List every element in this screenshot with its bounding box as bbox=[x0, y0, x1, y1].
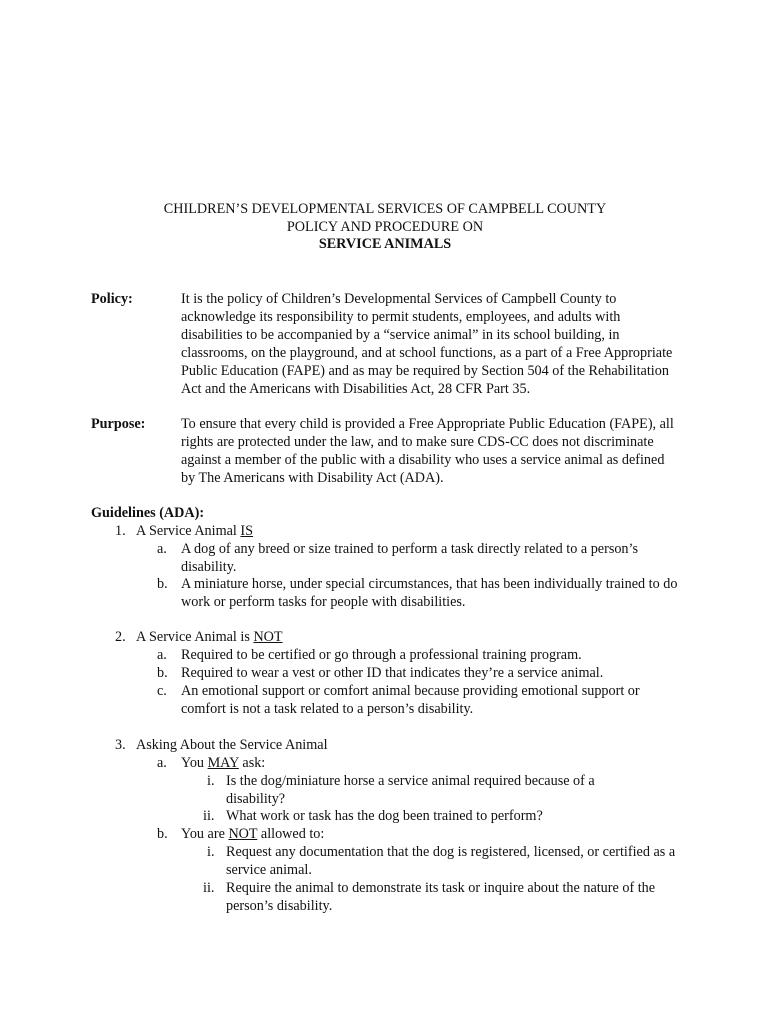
guideline-2-heading: A Service Animal is NOT bbox=[136, 629, 283, 645]
guideline-3-heading: Asking About the Service Animal bbox=[136, 737, 328, 753]
guideline-3b-i-text: Request any documentation that the dog is registered, licensed, or certified as a service animal. bbox=[226, 844, 676, 878]
header-organization: CHILDREN’S DEVELOPMENTAL SERVICES OF CAMPBELL COUNTY bbox=[163, 201, 607, 217]
purpose-label: Purpose: bbox=[91, 416, 146, 432]
guideline-2c-text: An emotional support or comfort animal because providing emotional support or comfort is not a task related to a person’s disability. bbox=[181, 683, 640, 717]
guideline-2-emphasis: NOT bbox=[253, 629, 283, 645]
policy-text: It is the policy of Children’s Developmental Services of Campbell County to acknowledge its responsibility to permit students, employees, and adults with disabilities to be accompanied by a “service animal” in its school building, in classrooms, on the playground, and at school functions, as a part of a Free Appropriate Public Education (FAPE) and as may be required by Section 504 of the Rehabilitation Act and the Americans with Disabilities Act, 28 CFR Part 35. bbox=[181, 291, 673, 397]
guideline-3b-ii-marker: ii. bbox=[203, 880, 215, 896]
guideline-3a-ii-marker: ii. bbox=[203, 808, 215, 824]
guidelines-title: Guidelines (ADA): bbox=[91, 505, 205, 521]
document-header bbox=[0, 201, 770, 254]
guideline-2b-text: Required to wear a vest or other ID that indicates they’re a service animal. bbox=[181, 665, 604, 681]
guideline-2b-marker: b. bbox=[157, 665, 168, 681]
guideline-3b-ii-text: Require the animal to demonstrate its task or inquire about the nature of the person’s disability. bbox=[226, 880, 656, 914]
guideline-2a-text: Required to be certified or go through a professional training program. bbox=[181, 647, 582, 663]
purpose-text: To ensure that every child is provided a Free Appropriate Public Education (FAPE), all rights are protected under the law, and to make sure CDS-CC does not discriminate against a member of the public with a disability who uses a service animal as defined by The Americans with Disability Act (ADA). bbox=[181, 416, 674, 486]
guideline-2c-marker: c. bbox=[157, 683, 167, 699]
policy-label: Policy: bbox=[91, 291, 133, 307]
guideline-1b-text: A miniature horse, under special circumstances, that has been individually trained to do work or perform tasks for people with disabilities. bbox=[181, 576, 678, 610]
guideline-3a-emphasis: MAY bbox=[207, 755, 239, 771]
guideline-1-heading: A Service Animal IS bbox=[136, 523, 254, 539]
guideline-3a-text: You MAY ask: bbox=[181, 755, 266, 771]
guideline-3a-ii-text: What work or task has the dog been trained to perform? bbox=[226, 808, 543, 824]
guideline-3b-text: You are NOT allowed to: bbox=[181, 826, 325, 842]
guideline-2a-marker: a. bbox=[157, 647, 167, 663]
guideline-3-number: 3. bbox=[115, 737, 126, 753]
guideline-3b-i-marker: i. bbox=[207, 844, 215, 860]
guideline-1-emphasis: IS bbox=[240, 523, 254, 539]
guideline-1b-marker: b. bbox=[157, 576, 168, 592]
header-topic: SERVICE ANIMALS bbox=[318, 236, 452, 252]
guideline-2-number: 2. bbox=[115, 629, 126, 645]
guideline-3b-emphasis: NOT bbox=[228, 826, 258, 842]
guideline-1-number: 1. bbox=[115, 523, 126, 539]
guideline-3b-marker: b. bbox=[157, 826, 168, 842]
guideline-1a-text: A dog of any breed or size trained to perform a task directly related to a person’s disability. bbox=[181, 541, 638, 575]
guideline-1a-marker: a. bbox=[157, 541, 167, 557]
header-subtitle: POLICY AND PROCEDURE ON bbox=[286, 218, 484, 235]
guideline-3a-i-marker: i. bbox=[207, 773, 215, 789]
guideline-3a-i-text: Is the dog/miniature horse a service animal required because of a disability? bbox=[226, 773, 595, 807]
guideline-3a-marker: a. bbox=[157, 755, 167, 771]
